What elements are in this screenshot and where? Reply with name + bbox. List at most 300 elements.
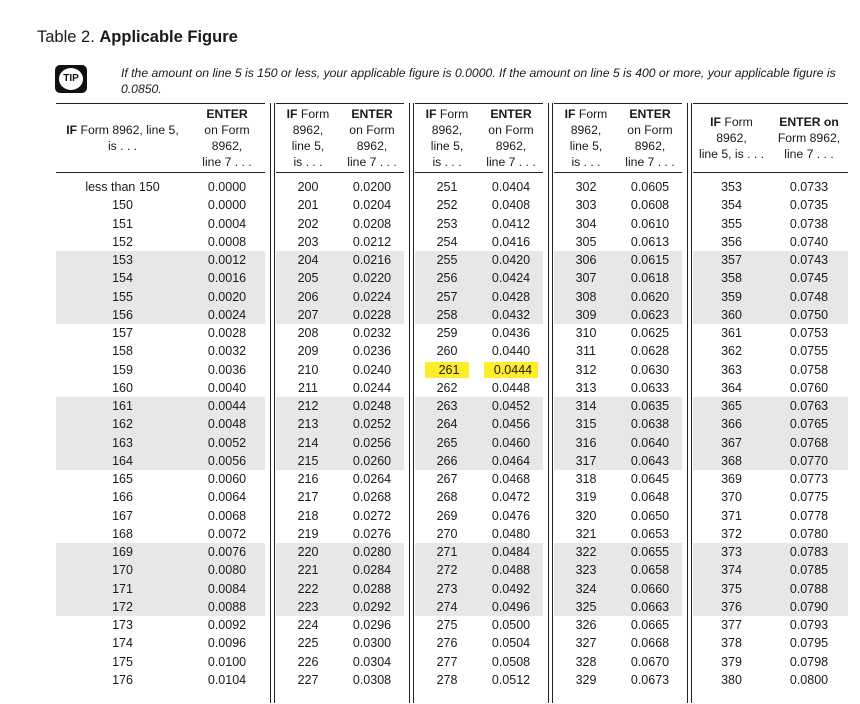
line5-amount-text: 152 xyxy=(112,234,133,249)
applicable-figure xyxy=(189,308,265,322)
line5-amount xyxy=(56,472,189,486)
applicable-figure-text: 0.0068 xyxy=(207,508,247,523)
applicable-figure xyxy=(770,600,848,614)
line5-amount xyxy=(415,180,479,194)
table-row xyxy=(693,415,848,433)
line5-amount-text: 215 xyxy=(297,453,319,468)
line5-amount xyxy=(415,417,479,431)
applicable-figure xyxy=(770,417,848,431)
applicable-figure xyxy=(618,527,682,541)
applicable-figure-text: 0.0613 xyxy=(630,234,670,249)
table-row xyxy=(276,196,404,214)
line5-amount-text: 165 xyxy=(112,472,133,487)
table-row xyxy=(276,671,404,689)
applicable-figure xyxy=(618,636,682,650)
applicable-figure-text: 0.0496 xyxy=(491,599,531,614)
line5-amount-text: 168 xyxy=(112,526,133,541)
table-row xyxy=(554,470,682,488)
line5-amount-text: 156 xyxy=(112,307,133,322)
line5-amount-text: 320 xyxy=(575,508,597,523)
applicable-figure-text: 0.0440 xyxy=(491,344,531,359)
applicable-figure xyxy=(618,673,682,687)
applicable-figure xyxy=(618,436,682,450)
applicable-figure-text: 0.0208 xyxy=(352,216,392,231)
table-number: Table 2. xyxy=(37,28,100,46)
line5-amount xyxy=(276,417,340,431)
line5-amount-text: 311 xyxy=(576,344,596,359)
line5-amount-text: 261 xyxy=(425,362,470,378)
header-if-form-line5: IF Form 8962, line 5, is . . . xyxy=(66,123,179,153)
line5-amount-text: 206 xyxy=(297,289,319,304)
applicable-figure xyxy=(189,490,265,504)
line5-amount xyxy=(554,198,618,212)
table-row xyxy=(554,361,682,379)
line5-amount-text: 323 xyxy=(575,563,597,578)
applicable-figure xyxy=(618,363,682,377)
table-row xyxy=(276,470,404,488)
line5-amount-text: 373 xyxy=(721,545,742,560)
applicable-figure-text: 0.0044 xyxy=(207,399,247,414)
line5-amount-text: 257 xyxy=(436,289,458,304)
tip-icon xyxy=(55,65,87,93)
applicable-figure xyxy=(340,673,404,687)
applicable-figure-text: 0.0668 xyxy=(630,636,670,651)
applicable-figure xyxy=(770,344,848,358)
applicable-figure-text: 0.0638 xyxy=(630,417,670,432)
applicable-figure-text: 0.0472 xyxy=(491,490,531,505)
line5-amount xyxy=(693,618,770,632)
line5-amount-text: 308 xyxy=(575,289,597,304)
line5-amount-text: 362 xyxy=(721,344,742,359)
line5-amount-text: 322 xyxy=(575,545,597,560)
applicable-figure-text: 0.0236 xyxy=(352,344,392,359)
line5-amount xyxy=(693,363,770,377)
table-row xyxy=(554,634,682,652)
applicable-figure-text: 0.0276 xyxy=(352,526,392,541)
line5-amount xyxy=(56,545,189,559)
applicable-figure-text: 0.0000 xyxy=(207,180,247,195)
line5-amount-text: 202 xyxy=(297,216,319,231)
table-row xyxy=(554,269,682,287)
line5-amount xyxy=(693,198,770,212)
line5-amount xyxy=(415,344,479,358)
line5-amount-text: 275 xyxy=(436,618,458,633)
column-divider xyxy=(552,103,553,703)
table-row xyxy=(693,233,848,251)
line5-amount xyxy=(276,326,340,340)
line5-amount xyxy=(693,217,770,231)
applicable-figure xyxy=(479,399,543,413)
table-row xyxy=(554,415,682,433)
line5-amount xyxy=(415,655,479,669)
table-rows xyxy=(415,178,543,689)
table-row xyxy=(56,580,265,598)
line5-amount-text: 372 xyxy=(721,526,742,541)
table-row xyxy=(554,379,682,397)
line5-amount-text: 302 xyxy=(575,180,597,195)
applicable-figure-text: 0.0738 xyxy=(789,216,829,231)
line5-amount-text: 358 xyxy=(721,271,742,286)
applicable-figure xyxy=(618,308,682,322)
line5-amount-text: 171 xyxy=(112,581,133,596)
table-row xyxy=(554,561,682,579)
line5-amount xyxy=(276,235,340,249)
table-row xyxy=(56,671,265,689)
line5-amount xyxy=(415,563,479,577)
table-row xyxy=(56,507,265,525)
applicable-figure xyxy=(479,472,543,486)
line5-amount-text: 260 xyxy=(436,344,458,359)
table-row xyxy=(693,525,848,543)
applicable-figure-text: 0.0212 xyxy=(352,234,392,249)
line5-amount xyxy=(415,673,479,687)
table-row xyxy=(276,342,404,360)
line5-amount xyxy=(56,563,189,577)
table-row xyxy=(56,324,265,342)
line5-amount-text: 325 xyxy=(575,599,597,614)
line5-amount-text: 174 xyxy=(112,636,133,651)
line5-amount-text: 374 xyxy=(721,563,742,578)
line5-amount xyxy=(693,180,770,194)
column-divider xyxy=(409,103,410,703)
applicable-figure-text: 0.0773 xyxy=(789,472,829,487)
line5-amount-text: 267 xyxy=(436,472,458,487)
applicable-figure-text: 0.0750 xyxy=(789,307,829,322)
table-row xyxy=(693,397,848,415)
line5-amount xyxy=(415,527,479,541)
line5-amount xyxy=(56,290,189,304)
line5-amount-text: 160 xyxy=(112,380,133,395)
applicable-figure xyxy=(189,527,265,541)
line5-amount-text: 255 xyxy=(436,253,458,268)
applicable-figure xyxy=(189,618,265,632)
line5-amount xyxy=(554,180,618,194)
applicable-figure-text: 0.0795 xyxy=(789,636,829,651)
line5-amount xyxy=(554,509,618,523)
applicable-figure-text: 0.0076 xyxy=(207,545,247,560)
table-row xyxy=(693,634,848,652)
table-row xyxy=(693,361,848,379)
table-row xyxy=(693,178,848,196)
applicable-figure xyxy=(618,618,682,632)
table-row xyxy=(554,342,682,360)
line5-amount-text: 273 xyxy=(436,581,458,596)
applicable-figure xyxy=(340,253,404,267)
line5-amount xyxy=(56,253,189,267)
line5-amount xyxy=(276,545,340,559)
applicable-figure xyxy=(618,198,682,212)
line5-amount-text: 310 xyxy=(575,326,597,341)
line5-amount xyxy=(554,326,618,340)
applicable-figure xyxy=(618,582,682,596)
line5-amount xyxy=(554,655,618,669)
applicable-figure xyxy=(340,235,404,249)
applicable-figure-text: 0.0673 xyxy=(630,672,670,687)
line5-amount xyxy=(554,381,618,395)
line5-amount-text: 309 xyxy=(575,307,597,322)
line5-amount-text: 259 xyxy=(436,326,458,341)
table-row xyxy=(554,507,682,525)
applicable-figure-text: 0.0512 xyxy=(491,672,531,687)
line5-amount-text: 315 xyxy=(575,417,597,432)
line5-amount-text: 159 xyxy=(112,362,133,377)
table-row xyxy=(276,397,404,415)
applicable-figure-text: 0.0630 xyxy=(630,362,670,377)
applicable-figure xyxy=(479,235,543,249)
applicable-figure xyxy=(189,582,265,596)
applicable-figure-text: 0.0793 xyxy=(789,618,829,633)
applicable-figure-text: 0.0468 xyxy=(491,472,531,487)
line5-amount-text: 205 xyxy=(297,271,319,286)
applicable-figure-text: 0.0508 xyxy=(491,654,531,669)
line5-amount xyxy=(554,582,618,596)
applicable-figure xyxy=(340,582,404,596)
table-row xyxy=(693,671,848,689)
line5-amount-text: 252 xyxy=(436,198,458,213)
line5-amount xyxy=(56,600,189,614)
applicable-figure xyxy=(618,235,682,249)
line5-amount xyxy=(276,381,340,395)
table-row xyxy=(276,580,404,598)
line5-amount xyxy=(276,253,340,267)
applicable-figure xyxy=(770,618,848,632)
applicable-figure-text: 0.0056 xyxy=(207,453,247,468)
applicable-figure-text: 0.0288 xyxy=(352,581,392,596)
applicable-figure-text: 0.0645 xyxy=(630,472,670,487)
applicable-figure xyxy=(340,217,404,231)
applicable-figure xyxy=(340,490,404,504)
line5-amount-text: 266 xyxy=(436,453,458,468)
applicable-figure-text: 0.0790 xyxy=(789,599,829,614)
table-row xyxy=(276,561,404,579)
applicable-figure-text: 0.0460 xyxy=(491,435,531,450)
table-row xyxy=(276,233,404,251)
line5-amount xyxy=(554,490,618,504)
line5-amount xyxy=(693,600,770,614)
line5-amount xyxy=(415,308,479,322)
applicable-figure-text: 0.0480 xyxy=(491,526,531,541)
table-row xyxy=(554,324,682,342)
line5-amount xyxy=(693,545,770,559)
applicable-figure xyxy=(479,655,543,669)
applicable-figure xyxy=(770,673,848,687)
table-row xyxy=(554,288,682,306)
applicable-figure-text: 0.0064 xyxy=(207,490,247,505)
applicable-figure-text: 0.0785 xyxy=(789,563,829,578)
line5-amount xyxy=(415,509,479,523)
table-row xyxy=(276,178,404,196)
column-header xyxy=(276,104,404,173)
table-row xyxy=(693,215,848,233)
line5-amount-text: 217 xyxy=(297,490,319,505)
table-row xyxy=(276,215,404,233)
applicable-figure xyxy=(479,509,543,523)
table-row xyxy=(415,361,543,379)
applicable-figure xyxy=(340,527,404,541)
line5-amount xyxy=(56,235,189,249)
applicable-figure-text: 0.0755 xyxy=(789,344,829,359)
applicable-figure-text: 0.0748 xyxy=(789,289,829,304)
table-row xyxy=(415,178,543,196)
applicable-figure xyxy=(479,545,543,559)
line5-amount-text: 326 xyxy=(575,618,597,633)
table-row xyxy=(554,306,682,324)
applicable-figure-text: 0.0280 xyxy=(352,545,392,560)
line5-amount-text: 365 xyxy=(721,399,742,414)
line5-amount-text: 213 xyxy=(297,417,319,432)
line5-amount-text: 223 xyxy=(297,599,319,614)
table-row xyxy=(415,598,543,616)
applicable-figure-text: 0.0428 xyxy=(491,289,531,304)
applicable-figure-text: 0.0408 xyxy=(491,198,531,213)
line5-amount xyxy=(693,344,770,358)
applicable-figure-text: 0.0016 xyxy=(207,271,247,286)
applicable-figure xyxy=(618,417,682,431)
applicable-figure-text: 0.0670 xyxy=(630,654,670,669)
applicable-figure-text: 0.0628 xyxy=(630,344,670,359)
table-row xyxy=(415,470,543,488)
line5-amount xyxy=(415,636,479,650)
line5-amount-text: 265 xyxy=(436,435,458,450)
line5-amount xyxy=(56,381,189,395)
applicable-figure xyxy=(618,326,682,340)
table-row xyxy=(693,269,848,287)
line5-amount-text: 222 xyxy=(297,581,319,596)
line5-amount-text: 207 xyxy=(297,307,319,322)
table-row xyxy=(276,543,404,561)
table-row xyxy=(276,616,404,634)
applicable-figure-text: 0.0760 xyxy=(789,380,829,395)
line5-amount xyxy=(693,235,770,249)
line5-amount-text: 166 xyxy=(112,490,133,505)
applicable-figure xyxy=(189,600,265,614)
line5-amount-text: 375 xyxy=(721,581,742,596)
applicable-figure-text: 0.0618 xyxy=(630,271,670,286)
applicable-figure xyxy=(618,655,682,669)
line5-amount xyxy=(276,308,340,322)
table-row xyxy=(693,616,848,634)
applicable-figure-text: 0.0500 xyxy=(491,618,531,633)
applicable-figure xyxy=(618,381,682,395)
line5-amount xyxy=(415,381,479,395)
line5-amount xyxy=(415,600,479,614)
applicable-figure xyxy=(479,363,543,377)
line5-amount-text: 359 xyxy=(721,289,742,304)
applicable-figure xyxy=(340,381,404,395)
line5-amount-text: 200 xyxy=(297,180,319,195)
table-row xyxy=(415,342,543,360)
applicable-figure xyxy=(189,636,265,650)
line5-amount xyxy=(554,399,618,413)
line5-amount xyxy=(554,545,618,559)
line5-amount xyxy=(56,582,189,596)
table-row xyxy=(276,525,404,543)
header-enter-form-line7: ENTER on Form 8962, line 7 . . . xyxy=(777,115,841,161)
line5-amount xyxy=(693,673,770,687)
applicable-figure xyxy=(770,217,848,231)
applicable-figure-text: 0.0244 xyxy=(352,380,392,395)
line5-amount-text: 367 xyxy=(721,435,742,450)
applicable-figure-text: 0.0300 xyxy=(352,636,392,651)
applicable-figure xyxy=(479,217,543,231)
applicable-figure xyxy=(770,198,848,212)
applicable-figure-text: 0.0416 xyxy=(491,234,531,249)
line5-amount-text: 316 xyxy=(575,435,597,450)
line5-amount xyxy=(276,344,340,358)
header-enter-form-line7: ENTER on Form 8962, line 7 . . . xyxy=(486,107,536,169)
line5-amount xyxy=(554,217,618,231)
applicable-figure-text: 0.0060 xyxy=(207,472,247,487)
table-row xyxy=(415,653,543,671)
table-row xyxy=(693,288,848,306)
table-row xyxy=(415,324,543,342)
line5-amount xyxy=(56,180,189,194)
table-row xyxy=(276,379,404,397)
applicable-figure xyxy=(618,454,682,468)
applicable-figure-text: 0.0220 xyxy=(352,271,392,286)
table-row xyxy=(56,215,265,233)
table-row xyxy=(415,196,543,214)
line5-amount-text: 209 xyxy=(297,344,319,359)
applicable-figure-text: 0.0304 xyxy=(352,654,392,669)
applicable-figure xyxy=(340,618,404,632)
line5-amount xyxy=(415,472,479,486)
applicable-figure-text: 0.0643 xyxy=(630,453,670,468)
table-row xyxy=(276,361,404,379)
line5-amount xyxy=(56,636,189,650)
table-row xyxy=(276,415,404,433)
table-row xyxy=(56,379,265,397)
applicable-figure xyxy=(618,490,682,504)
line5-amount-text: 263 xyxy=(436,399,458,414)
line5-amount-text: 369 xyxy=(721,472,742,487)
line5-amount-text: 163 xyxy=(112,435,133,450)
applicable-figure-text: 0.0404 xyxy=(491,180,531,195)
line5-amount-text: 363 xyxy=(721,362,742,377)
line5-amount-text: 272 xyxy=(436,563,458,578)
line5-amount-text: 167 xyxy=(112,508,133,523)
table-row xyxy=(554,233,682,251)
line5-amount xyxy=(415,326,479,340)
applicable-figure-text: 0.0740 xyxy=(789,234,829,249)
line5-amount xyxy=(276,636,340,650)
table-row xyxy=(415,525,543,543)
table-rows xyxy=(276,178,404,689)
applicable-figure-text: 0.0000 xyxy=(207,198,247,213)
line5-amount-text: 226 xyxy=(297,654,319,669)
table-row xyxy=(56,561,265,579)
table-row xyxy=(56,616,265,634)
table-row xyxy=(56,543,265,561)
line5-amount xyxy=(415,618,479,632)
line5-amount xyxy=(554,600,618,614)
line5-amount-text: 176 xyxy=(112,672,133,687)
table-row xyxy=(693,580,848,598)
line5-amount xyxy=(56,454,189,468)
table-row xyxy=(56,288,265,306)
table-row xyxy=(415,488,543,506)
table-row xyxy=(693,196,848,214)
table-row xyxy=(276,434,404,452)
header-enter-form-line7: ENTER on Form 8962, line 7 . . . xyxy=(202,107,252,169)
table-row xyxy=(554,215,682,233)
table-row xyxy=(554,251,682,269)
table-row xyxy=(276,634,404,652)
applicable-figure-text: 0.0658 xyxy=(630,563,670,578)
line5-amount-text: 304 xyxy=(575,216,597,231)
table-row xyxy=(415,507,543,525)
line5-amount xyxy=(415,290,479,304)
